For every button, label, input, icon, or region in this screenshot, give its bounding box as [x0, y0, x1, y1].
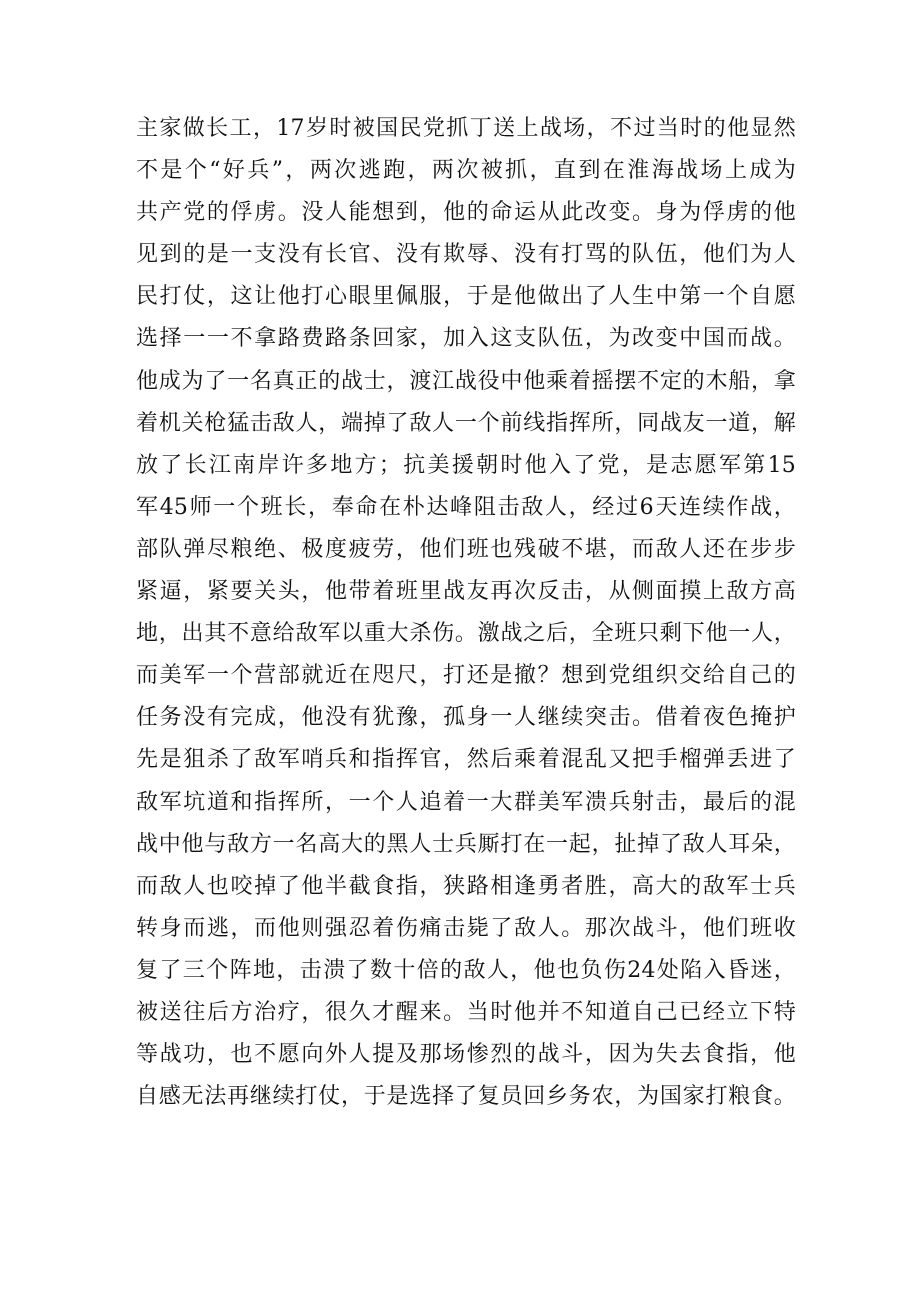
text-line: 选择一一不拿路费路条回家，加入这支队伍，为改变中国而战。	[136, 326, 796, 352]
text-line: 自感无法再继续打仗，于是选择了复员回乡务农，为国家打粮食。	[136, 1084, 796, 1110]
text-line: 转身而逃，而他则强忍着伤痛击毙了敌人。那次战斗，他们班收	[136, 915, 796, 941]
text-line: 地，出其不意给敌军以重大杀伤。激战之后，全班只剩下他一人，	[136, 621, 796, 647]
text-line: 被送往后方治疗，很久才醒来。当时他并不知道自己已经立下特	[136, 999, 796, 1025]
text-line: 而美军一个营部就近在咫尺，打还是撤？想到党组织交给自己的	[136, 663, 796, 689]
text-line: 军45师一个班长，奉命在朴达峰阻击敌人，经过6天连续作战，	[136, 494, 796, 520]
text-line: 放了长江南岸许多地方；抗美援朝时他入了党，是志愿军第15	[136, 452, 796, 478]
text-line: 战中他与敌方一名高大的黑人士兵厮打在一起，扯掉了敌人耳朵，	[136, 831, 796, 857]
text-line: 着机关枪猛击敌人，端掉了敌人一个前线指挥所，同战友一道，解	[136, 410, 796, 436]
text-line: 先是狙杀了敌军哨兵和指挥官，然后乘着混乱又把手榴弹丢进了	[136, 747, 796, 773]
body-paragraph	[136, 108, 796, 1118]
text-line: 不是个“好兵”，两次逃跑，两次被抓，直到在淮海战场上成为	[136, 158, 796, 184]
text-line: 见到的是一支没有长官、没有欺辱、没有打骂的队伍，他们为人	[136, 242, 796, 268]
text-line: 他成为了一名真正的战士，渡江战役中他乘着摇摆不定的木船，拿	[136, 368, 796, 394]
text-line: 主家做长工，17岁时被国民党抓丁送上战场，不过当时的他显然	[136, 116, 796, 141]
text-line: 任务没有完成，他没有犹豫，孤身一人继续突击。借着夜色掩护	[136, 705, 796, 731]
text-line: 部队弹尽粮绝、极度疲劳，他们班也残破不堪，而敌人还在步步	[136, 536, 796, 562]
text-line: 而敌人也咬掉了他半截食指，狭路相逢勇者胜，高大的敌军士兵	[136, 873, 796, 899]
text-line: 民打仗，这让他打心眼里佩服，于是他做出了人生中第一个自愿	[136, 284, 796, 310]
text-line: 等战功，也不愿向外人提及那场惨烈的战斗，因为失去食指，他	[136, 1042, 796, 1068]
text-line: 复了三个阵地，击溃了数十倍的敌人，他也负伤24处陷入昏迷，	[136, 957, 796, 983]
text-line: 敌军坑道和指挥所，一个人追着一大群美军溃兵射击，最后的混	[136, 789, 796, 815]
text-line: 紧逼，紧要关头，他带着班里战友再次反击，从侧面摸上敌方高	[136, 579, 796, 605]
text-line: 共产党的俘虏。没人能想到，他的命运从此改变。身为俘虏的他	[136, 200, 796, 226]
